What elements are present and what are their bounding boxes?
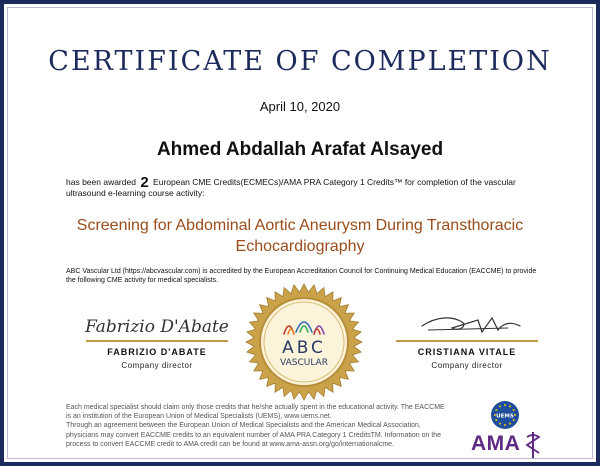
uems-star [495,409,497,411]
award-statement [66,174,546,199]
recipient-name: Ahmed Abdallah Arafat Alsayed [156,139,444,160]
course-title [44,215,556,257]
ama-logo [471,430,543,460]
signature-block-right [382,312,552,370]
accreditation-statement: ABC Vascular Ltd (https://abcvascular.com) is accredited by the European Accreditation Council for Continuing Medical Education (EACCME) to provide the following CME activity for medical specialists. [66,268,537,284]
certificate-title: CERTIFICATE OF COMPLETION [48,46,552,77]
award-suffix: European CME Credits(ECMECs)/AMA PRA Category 1 Credits™ for completion of the vascular ultrasound e-learning course activity: [66,177,516,198]
signer-role-right: Company director [431,361,503,370]
signer-role-left: Company director [121,361,193,370]
seal-logo-vascular: VASCULAR [280,358,328,368]
ama-logo-text: AMA [471,432,521,455]
seal-logo-abc: ABC [282,338,326,358]
signature-script-text: Fabrizio D'Abate [85,317,229,337]
credit-count: 2 [140,174,149,191]
uems-star [509,405,511,407]
signature-block-left [72,312,242,370]
uems-star [504,424,506,426]
signer-name-left: FABRIZIO D'ABATE [107,347,207,357]
footer-notes [66,403,446,449]
signature-line-right [396,340,538,342]
uems-logo [490,400,520,430]
signature-cristiana [382,312,552,338]
uems-star [499,423,501,425]
uems-star [509,423,511,425]
footer-line1: Each medical specialist should claim only those credits that he/she actually spent in the educational activity. The EACCME is an institution of the European Union of Medical Specialists (UEMS), www.uems.net. [66,404,445,421]
uems-star [513,409,515,411]
signer-name-right: CRISTIANA VITALE [417,347,517,357]
caduceus-icon [523,430,543,460]
uems-star [499,405,501,407]
signature-fabrizio [72,312,242,338]
uems-star [504,404,506,406]
course-title-line1: Screening for Abdominal Aortic Aneurysm During Transthoracic [76,217,524,234]
abc-vascular-seal [244,282,364,402]
uems-star [514,414,516,416]
award-prefix: has been awarded [66,177,136,187]
signature-line-left [86,340,228,342]
footer-line2: Through an agreement between the European Union of Medical Specialists and the American Medical Association, physicians may convert EACCME credits to an equivalent number of AMA PRA Category 1 CreditsTM. Information on the process to convert EACCME credit to AMA credit can be found at www.ama-assn.org/go/internationalcme. [66,422,442,448]
course-title-line2: Echocardiography [235,238,365,255]
uems-logo-label: UEMS [496,413,514,420]
certificate-date: April 10, 2020 [259,99,341,114]
